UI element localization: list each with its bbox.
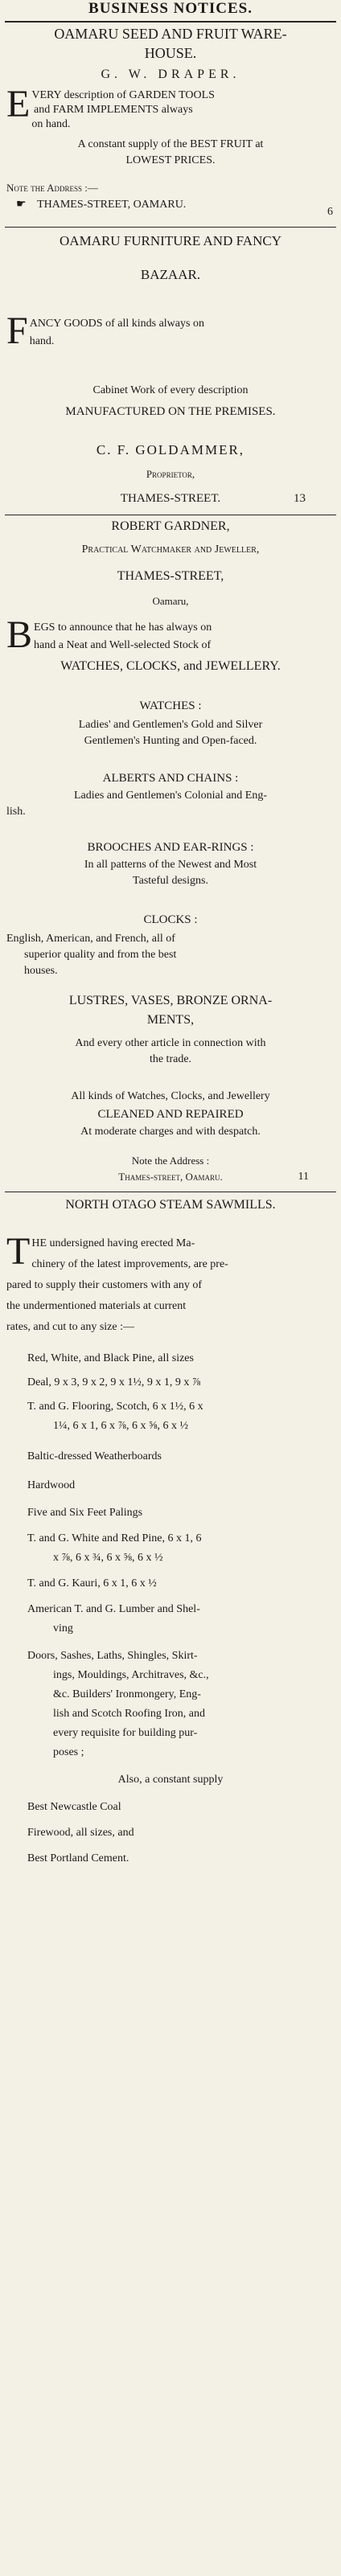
ad4-item-palings: Five and Six Feet Palings: [27, 1507, 143, 1519]
ad2-number: 13: [294, 492, 306, 505]
ad4-body: [6, 1230, 336, 1338]
ad3-note-label: Note the Address :: [131, 1155, 210, 1167]
ad2-drop-letter: F: [6, 310, 28, 352]
ad4-item-doors-line2: ings, Mouldings, Architraves, &c.,: [53, 1669, 209, 1681]
ad3-lustres-line1: LUSTRES, VASES, BRONZE ORNA-: [68, 994, 273, 1007]
ad1-drop-letter: E: [6, 83, 31, 125]
ad4-item-doors-line3: &c. Builders' Ironmongery, Eng-: [53, 1688, 201, 1700]
ad3-alberts-heading: ALBERTS AND CHAINS :: [102, 772, 239, 785]
ad4-item-firewood: Firewood, all sizes, and: [27, 1827, 134, 1839]
section-title: BUSINESS NOTICES.: [88, 0, 253, 17]
ad4-item-hardwood: Hardwood: [27, 1479, 76, 1491]
ad2-title-line1: OAMARU FURNITURE AND FANCY: [60, 233, 281, 248]
ad1-body: [6, 83, 336, 132]
ad2-body-line2: hand.: [29, 335, 55, 347]
ad3-lustres-line3: And every other article in connection with: [75, 1037, 266, 1049]
ad3-watches-heading: WATCHES :: [139, 699, 202, 712]
ad3-lustres-line2: MENTS,: [146, 1013, 195, 1027]
ad3-brooches-line1: In all patterns of the Newest and Most: [84, 859, 257, 871]
ad3-clocks-line3: houses.: [24, 965, 58, 977]
ad2-cabinet-line2: MANUFACTURED ON THE PREMISES.: [65, 405, 276, 418]
ad1-body-line3: on hand.: [31, 118, 71, 130]
ad3-body-line3: WATCHES, CLOCKS, and JEWELLERY.: [60, 659, 281, 673]
ad3-watches-line1: Ladies' and Gentlemen's Gold and Silver: [78, 719, 263, 731]
ad3-watches-line2: Gentlemen's Hunting and Open-faced.: [84, 735, 257, 747]
ad4-item-doors-line1: Doors, Sashes, Laths, Shingles, Skirt-: [27, 1650, 198, 1662]
ad4-item-cement: Best Portland Cement.: [27, 1852, 129, 1864]
ad3-clocks-heading: CLOCKS :: [143, 913, 198, 926]
ad3-drop-letter: B: [6, 613, 33, 656]
ad1-body-line2: and FARM IMPLEMENTS always: [34, 104, 193, 116]
ad3-brooches-heading: BROOCHES AND EAR-RINGS :: [87, 841, 254, 854]
ad4-item-white-red-pine-line1: T. and G. White and Red Pine, 6 x 1, 6: [27, 1532, 202, 1544]
ad1-supply-line2: LOWEST PRICES.: [125, 154, 216, 166]
ad3-clocks-line1: English, American, and French, all of: [6, 933, 175, 945]
ad1-note-label: Note the Address :—: [6, 182, 98, 194]
ad1-title-line2: HOUSE.: [144, 45, 197, 61]
ad4-item-flooring-line2: 1¼, 6 x 1, 6 x ⅞, 6 x ⅝, 6 x ½: [53, 1420, 188, 1432]
ad3-brooches-line2: Tasteful designs.: [133, 875, 208, 887]
ad3-trade: Practical Watchmaker and Jeweller,: [81, 544, 260, 556]
ad3-name: ROBERT GARDNER,: [111, 519, 230, 533]
ad1-proprietor: G. W. DRAPER.: [101, 68, 240, 81]
ad2-body: [6, 310, 336, 352]
ad2-proprietor-name: C. F. GOLDAMMER,: [96, 442, 245, 457]
ad4-drop-letter: T: [6, 1230, 31, 1273]
ad4-body-line4: the undermentioned materials at current: [6, 1300, 187, 1312]
ad3-number: 11: [298, 1171, 309, 1183]
ad4-body-line2: chinery of the latest improvements, are pre-: [31, 1258, 228, 1270]
ad4-item-american-line2: ving: [53, 1622, 73, 1635]
ad2-body-line1: ANCY GOODS of all kinds always on: [29, 318, 204, 330]
ad3-body: [6, 613, 336, 656]
ad4-body-line5: rates, and cut to any size :—: [6, 1321, 135, 1333]
ad4-item-doors-line4: lish and Scotch Roofing Iron, and: [53, 1708, 205, 1720]
ad2-proprietor-role: Proprietor,: [146, 468, 195, 480]
ad2-cabinet-line1: Cabinet Work of every description: [92, 384, 249, 396]
ad1-number: 6: [327, 206, 333, 218]
ad4-also: Also, a constant supply: [117, 1774, 224, 1786]
ad4-item-kauri: T. and G. Kauri, 6 x 1, 6 x ½: [27, 1577, 157, 1589]
ad1-title-line1: OAMARU SEED AND FRUIT WARE-: [54, 26, 287, 42]
ad1-address: THAMES-STREET, OAMARU.: [37, 199, 187, 211]
ad3-body-line1: EGS to announce that he has always on: [34, 621, 212, 634]
ad4-body-line3: pared to supply their customers with any of: [6, 1279, 203, 1291]
ad4-body-line1: HE undersigned having erected Ma-: [31, 1237, 195, 1249]
ad4-item-deal: Deal, 9 x 3, 9 x 2, 9 x 1½, 9 x 1, 9 x ⅞: [27, 1376, 201, 1388]
ad3-address: Thames-street, Oamaru.: [118, 1171, 223, 1183]
ad1-address-line: [16, 198, 322, 211]
ad3-clocks-line2: superior quality and from the best: [24, 949, 177, 961]
ad3-repair-line1: All kinds of Watches, Clocks, and Jewellery: [71, 1090, 270, 1102]
ad3-body-line2: hand a Neat and Well-selected Stock of: [34, 639, 212, 651]
ad4-item-pine: Red, White, and Black Pine, all sizes: [27, 1352, 194, 1364]
ad4-item-coal: Best Newcastle Coal: [27, 1801, 121, 1813]
ad4-item-doors-line6: poses ;: [53, 1746, 84, 1758]
ad4-item-weatherboards: Baltic-dressed Weatherboards: [27, 1450, 162, 1462]
ad4-title: NORTH OTAGO STEAM SAWMILLS.: [65, 1198, 276, 1212]
divider-1: [5, 227, 336, 228]
ad3-street: THAMES-STREET,: [117, 569, 224, 583]
ad1-body-line1: VERY description of GARDEN TOOLS: [31, 89, 215, 101]
header-rule: [5, 21, 336, 23]
pointing-hand-icon: ☛: [16, 199, 27, 211]
ad3-repair-line2: CLEANED AND REPAIRED: [97, 1108, 244, 1121]
ad2-title-line2: BAZAAR.: [140, 267, 201, 282]
ad4-item-american-line1: American T. and G. Lumber and Shel-: [27, 1603, 200, 1615]
ad3-lustres-line4: the trade.: [149, 1053, 192, 1065]
ad3-town: Oamaru,: [152, 595, 189, 607]
ad3-repair-line3: At moderate charges and with despatch.: [80, 1126, 261, 1138]
ad3-alberts-line2: lish.: [6, 806, 26, 818]
ad4-item-doors-line5: every requisite for building pur-: [53, 1727, 198, 1739]
ad1-supply-line1: A constant supply of the BEST FRUIT at: [77, 138, 264, 150]
ad2-street: THAMES-STREET.: [120, 492, 221, 505]
ad3-alberts-line1: Ladies and Gentlemen's Colonial and Eng-: [73, 790, 268, 802]
ad4-item-flooring-line1: T. and G. Flooring, Scotch, 6 x 1½, 6 x: [27, 1401, 203, 1413]
ad4-item-white-red-pine-line2: x ⅞, 6 x ¾, 6 x ⅝, 6 x ½: [53, 1552, 163, 1564]
